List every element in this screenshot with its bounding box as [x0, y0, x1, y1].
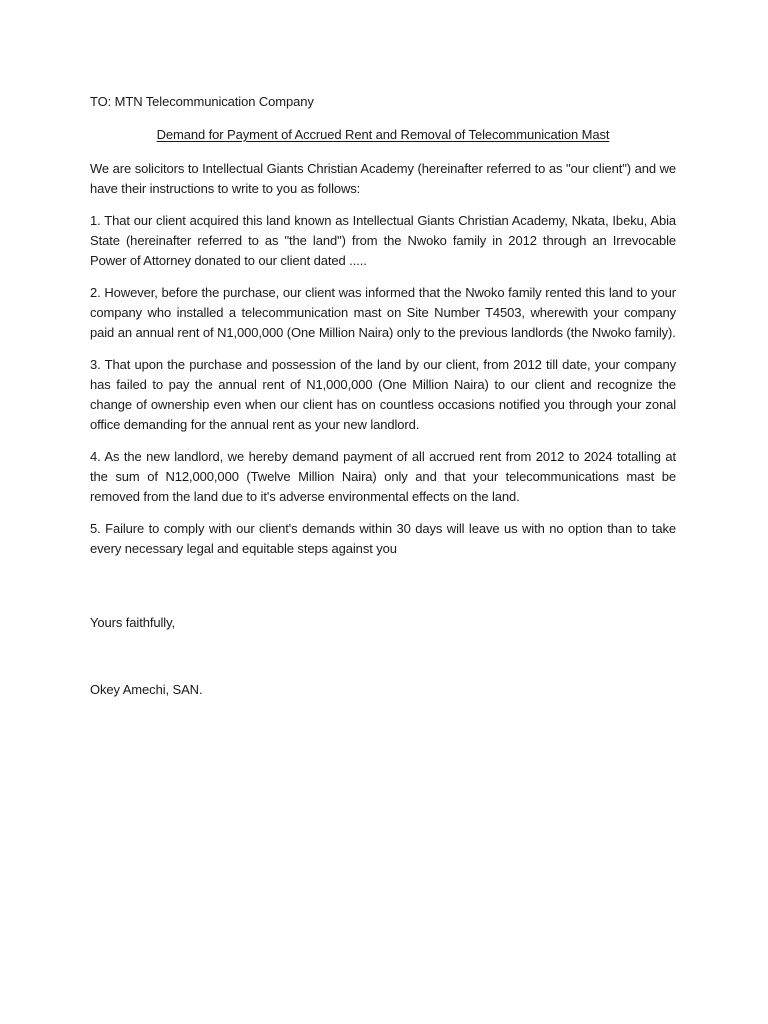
closing-line: Yours faithfully, [90, 615, 176, 630]
paragraph-2: 2. However, before the purchase, our client was informed that the Nwoko family rented this land to your company who installed a telecommunication mast on Site Number T4503, wherewith your company paid an annual rent of N1,000,000 (One Million Naira) only to the previous landlords (the Nwoko family). [90, 285, 676, 340]
signature-line: Okey Amechi, SAN. [90, 682, 203, 697]
paragraph-3: 3. That upon the purchase and possession of the land by our client, from 2012 till date, your company has failed to pay the annual rent of N1,000,000 (One Million Naira) to our client and recognize the change of ownership even when our client has on countless occasions notified you through your zonal office demanding for the annual rent as your new landlord. [90, 357, 676, 432]
paragraph-1: 1. That our client acquired this land known as Intellectual Giants Christian Academy, Nkata, Ibeku, Abia State (hereinafter referred to as "the land") from the Nwoko family in 2012 through an Irrevocable Power of Attorney donated to our client dated ..... [90, 213, 676, 268]
intro-paragraph: We are solicitors to Intellectual Giants Christian Academy (hereinafter referred to as "our client") and we have their instructions to write to you as follows: [90, 161, 676, 196]
letter-body [90, 92, 676, 700]
paragraph-5: 5. Failure to comply with our client's demands within 30 days will leave us with no option than to take every necessary legal and equitable steps against you [90, 521, 676, 556]
letter-subject: Demand for Payment of Accrued Rent and Removal of Telecommunication Mast [156, 127, 610, 142]
recipient-line: TO: MTN Telecommunication Company [90, 94, 314, 109]
paragraph-4: 4. As the new landlord, we hereby demand payment of all accrued rent from 2012 to 2024 totalling at the sum of N12,000,000 (Twelve Million Naira) only and that your telecommunications mast be removed from the land due to it's adverse environmental effects on the land. [90, 449, 676, 504]
